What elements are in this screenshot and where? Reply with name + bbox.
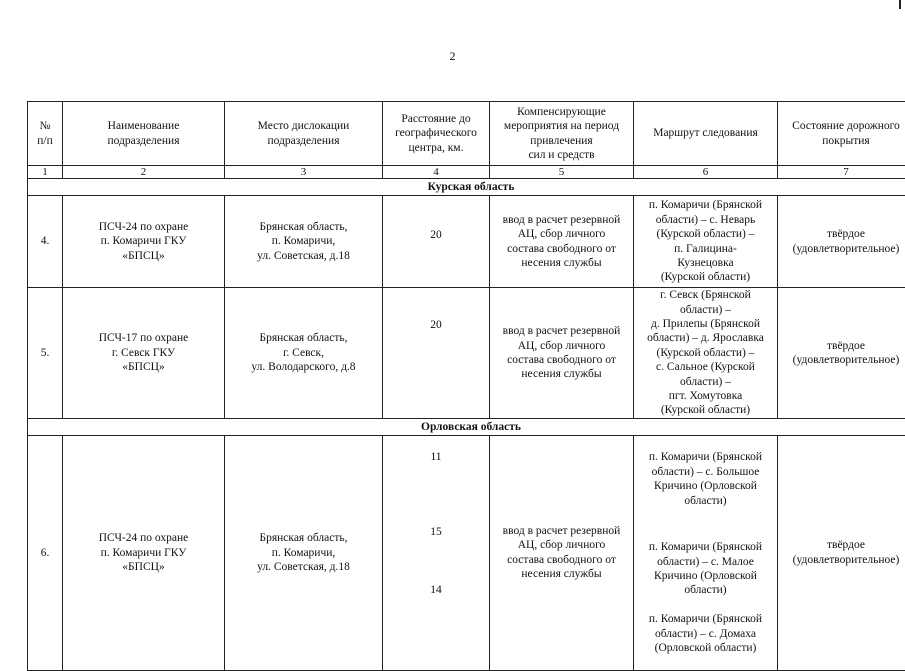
location: Брянская область, п. Комаричи, ул. Советская, д.18 — [225, 196, 383, 288]
distance: 14 — [383, 583, 489, 597]
column-number: 5 — [490, 166, 634, 179]
column-number: 2 — [63, 166, 225, 179]
row-number: 5. — [28, 288, 63, 419]
route: г. Севск (Брянской области) – д. Прилепы (Брянской области) – д. Ярославка (Курской области) – с. Сальное (Курской области) – пгт. Хомутовка (Курской области) — [634, 288, 778, 419]
header-measures: Компенсирующие мероприятия на период привлечения сил и средств — [490, 102, 634, 166]
deployment-table — [27, 101, 905, 671]
header-unit-name: Наименование подразделения — [63, 102, 225, 166]
column-number: 4 — [383, 166, 490, 179]
distance: 20 — [383, 196, 490, 288]
region-title: Орловская область — [28, 419, 905, 436]
location: Брянская область, г. Севск, ул. Володарского, д.8 — [225, 288, 383, 419]
unit-name: ПСЧ-17 по охране г. Севск ГКУ «БПСЦ» — [63, 288, 225, 419]
header-distance: Расстояние до географического центра, км. — [383, 102, 490, 166]
road-condition: твёрдое (удовлетворительное) — [778, 196, 905, 288]
table-row — [28, 196, 905, 288]
table-row — [28, 288, 905, 419]
unit-name: ПСЧ-24 по охране п. Комаричи ГКУ «БПСЦ» — [63, 436, 225, 671]
region-title: Курская область — [28, 179, 905, 196]
distance-cell — [383, 436, 490, 671]
distance: 20 — [383, 288, 490, 419]
table-header-row — [28, 102, 905, 166]
measures: ввод в расчет резервной АЦ, сбор личного состава свободного от несения службы — [490, 436, 634, 671]
route: п. Комаричи (Брянской области) – с. Неварь (Курской области) – п. Галицина- Кузнецовка (Курской области) — [634, 196, 778, 288]
distance: 15 — [383, 525, 489, 539]
unit-name: ПСЧ-24 по охране п. Комаричи ГКУ «БПСЦ» — [63, 196, 225, 288]
header-road-condition: Состояние дорожного покрытия — [778, 102, 905, 166]
scan-edge-mark — [899, 0, 901, 9]
header-route: Маршрут следования — [634, 102, 778, 166]
row-number: 6. — [28, 436, 63, 671]
route: п. Комаричи (Брянской области) – с. Домаха (Орловской области) — [637, 612, 774, 655]
page-number: 2 — [0, 49, 905, 64]
column-number-row — [28, 166, 905, 179]
column-number: 1 — [28, 166, 63, 179]
row-number: 4. — [28, 196, 63, 288]
route: п. Комаричи (Брянской области) – с. Большое Кричино (Орловской области) — [637, 450, 774, 508]
header-location: Место дислокации подразделения — [225, 102, 383, 166]
column-number: 7 — [778, 166, 905, 179]
header-number: № п/п — [28, 102, 63, 166]
column-number: 6 — [634, 166, 778, 179]
distance: 11 — [383, 450, 489, 464]
location: Брянская область, п. Комаричи, ул. Советская, д.18 — [225, 436, 383, 671]
table-row — [28, 436, 905, 671]
region-row-kursk — [28, 179, 905, 196]
measures: ввод в расчет резервной АЦ, сбор личного состава свободного от несения службы — [490, 196, 634, 288]
road-condition: твёрдое (удовлетворительное) — [778, 288, 905, 419]
road-condition: твёрдое (удовлетворительное) — [778, 436, 905, 671]
column-number: 3 — [225, 166, 383, 179]
measures: ввод в расчет резервной АЦ, сбор личного состава свободного от несения службы — [490, 288, 634, 419]
route: п. Комаричи (Брянской области) – с. Малое Кричино (Орловской области) — [637, 540, 774, 598]
route-cell — [634, 436, 778, 671]
region-row-oryol — [28, 419, 905, 436]
